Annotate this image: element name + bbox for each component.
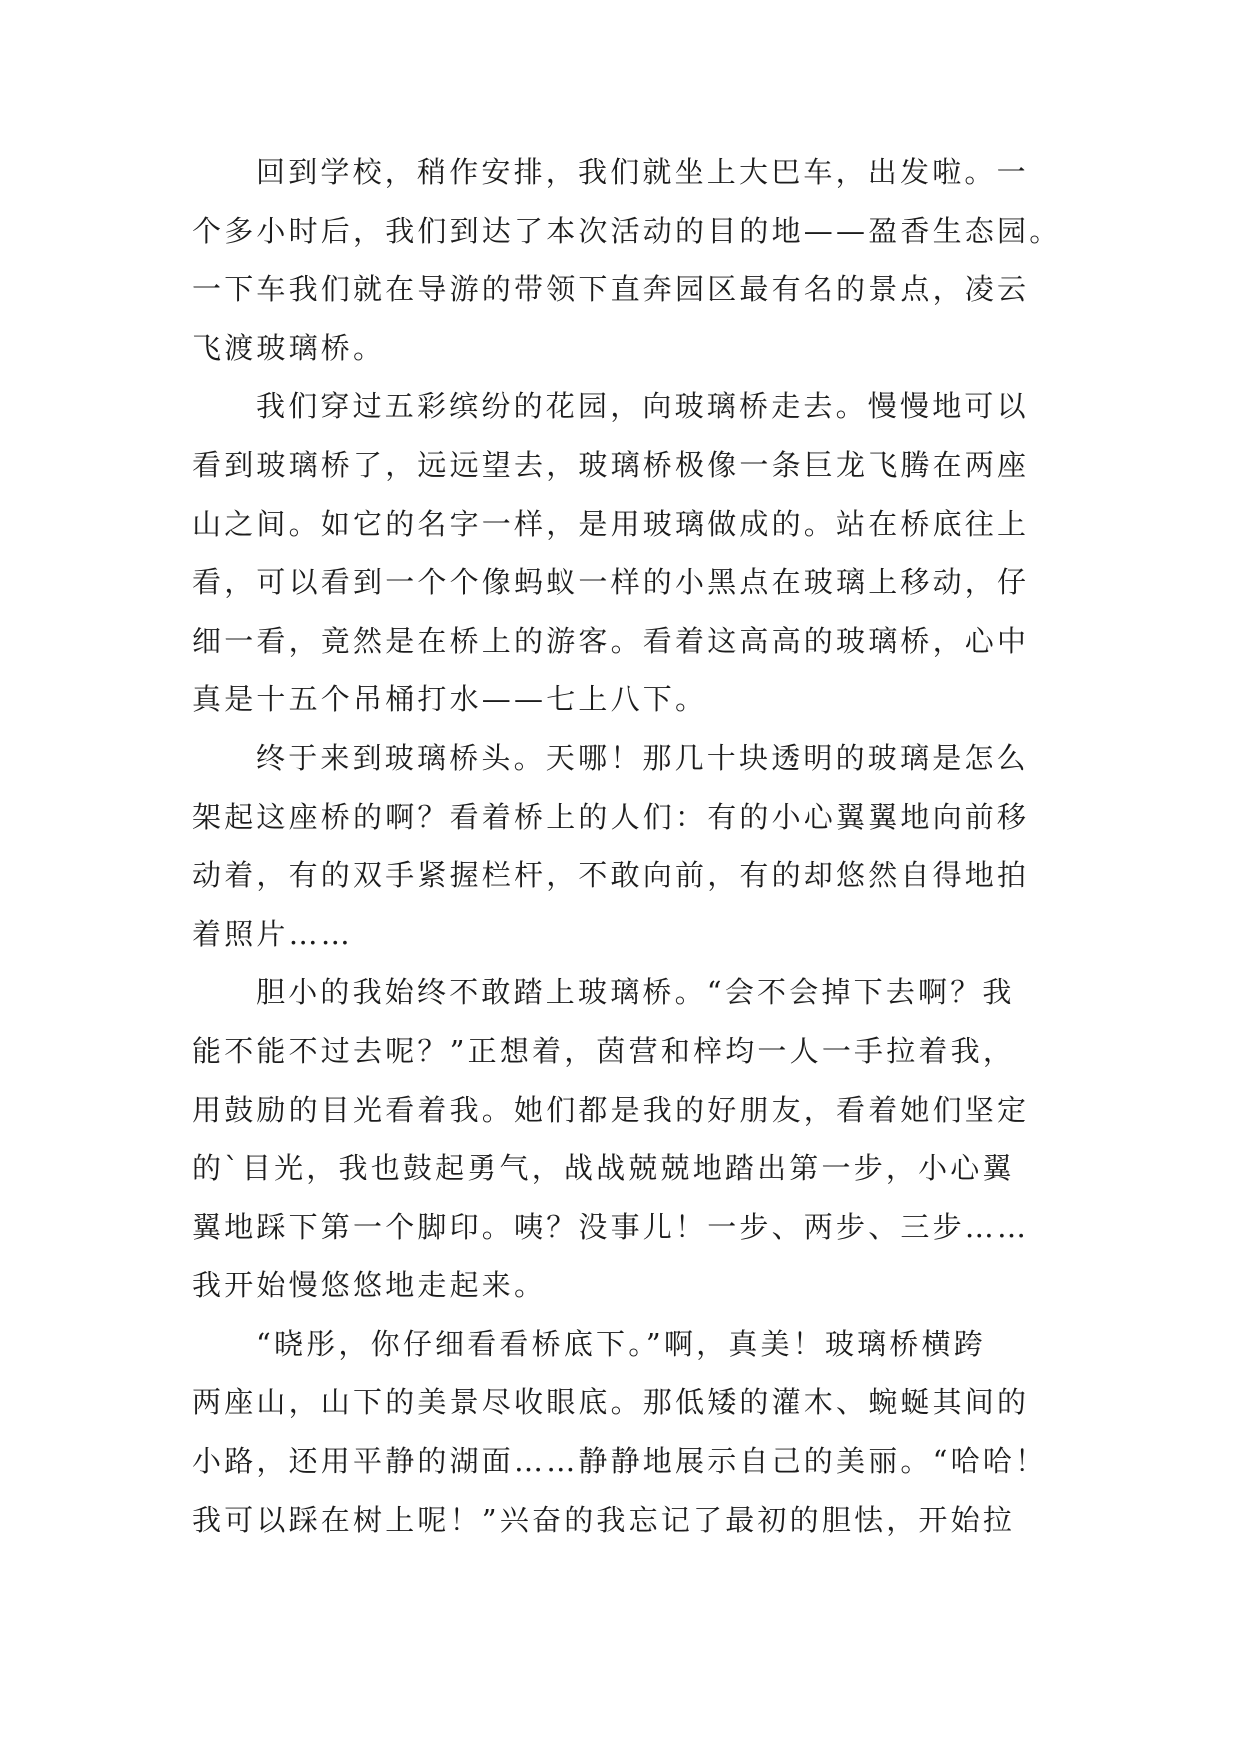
- paragraph-line: 架起这座桥的啊？看着桥上的人们：有的小心翼翼地向前移: [192, 799, 1030, 834]
- paragraph-line: 两座山，山下的美景尽收眼底。那低矮的灌木、蜿蜒其间的: [192, 1385, 1030, 1420]
- paragraph-line: 一下车我们就在导游的带领下直奔园区最有名的景点，凌云: [192, 272, 1030, 307]
- paragraph-line: 着照片……: [192, 916, 354, 951]
- paragraph-line: 我们穿过五彩缤纷的花园，向玻璃桥走去。慢慢地可以: [256, 389, 1029, 424]
- paragraph-line: 能不能不过去呢？”正想着，茵营和梓均一人一手拉着我，: [192, 1033, 1016, 1068]
- paragraph-line: 真是十五个吊桶打水——七上八下。: [192, 682, 708, 717]
- paragraph-line: 动着，有的双手紧握栏杆，不敢向前，有的却悠然自得地拍: [192, 858, 1030, 893]
- paragraph-line: 看，可以看到一个个像蚂蚁一样的小黑点在玻璃上移动，仔: [192, 565, 1030, 600]
- paragraph-line: 终于来到玻璃桥头。天哪！那几十块透明的玻璃是怎么: [256, 740, 1029, 775]
- paragraph-line: 细一看，竟然是在桥上的游客。看着这高高的玻璃桥，心中: [192, 623, 1030, 658]
- paragraph-line: 山之间。如它的名字一样，是用玻璃做成的。站在桥底往上: [192, 506, 1030, 541]
- article-body: [192, 155, 1072, 1561]
- paragraph-line: 胆小的我始终不敢踏上玻璃桥。“会不会掉下去啊？我: [256, 975, 1015, 1010]
- paragraph-line: 飞渡玻璃桥。: [192, 330, 386, 365]
- paragraph-line: 我可以踩在树上呢！”兴奋的我忘记了最初的胆怯，开始拉: [192, 1502, 1016, 1537]
- paragraph-line: 我开始慢悠悠地走起来。: [192, 1268, 547, 1303]
- paragraph-line: 用鼓励的目光看着我。她们都是我的好朋友，看着她们坚定: [192, 1092, 1030, 1127]
- paragraph-line: 翼地踩下第一个脚印。咦？没事儿！一步、两步、三步……: [192, 1209, 1030, 1244]
- paragraph-line: 个多小时后，我们到达了本次活动的目的地——盈香生态园。: [192, 213, 1062, 248]
- paragraph-line: 的`目光，我也鼓起勇气，战战兢兢地踏出第一步，小心翼: [192, 1151, 1015, 1186]
- paragraph-line: 看到玻璃桥了，远远望去，玻璃桥极像一条巨龙飞腾在两座: [192, 447, 1030, 482]
- paragraph-line: “晓彤，你仔细看看桥底下。”啊，真美！玻璃桥横跨: [256, 1326, 986, 1361]
- paragraph-line: 回到学校，稍作安排，我们就坐上大巴车，出发啦。一: [256, 155, 1029, 189]
- paragraph-line: 小路，还用平静的湖面……静静地展示自己的美丽。“哈哈！: [192, 1444, 1048, 1479]
